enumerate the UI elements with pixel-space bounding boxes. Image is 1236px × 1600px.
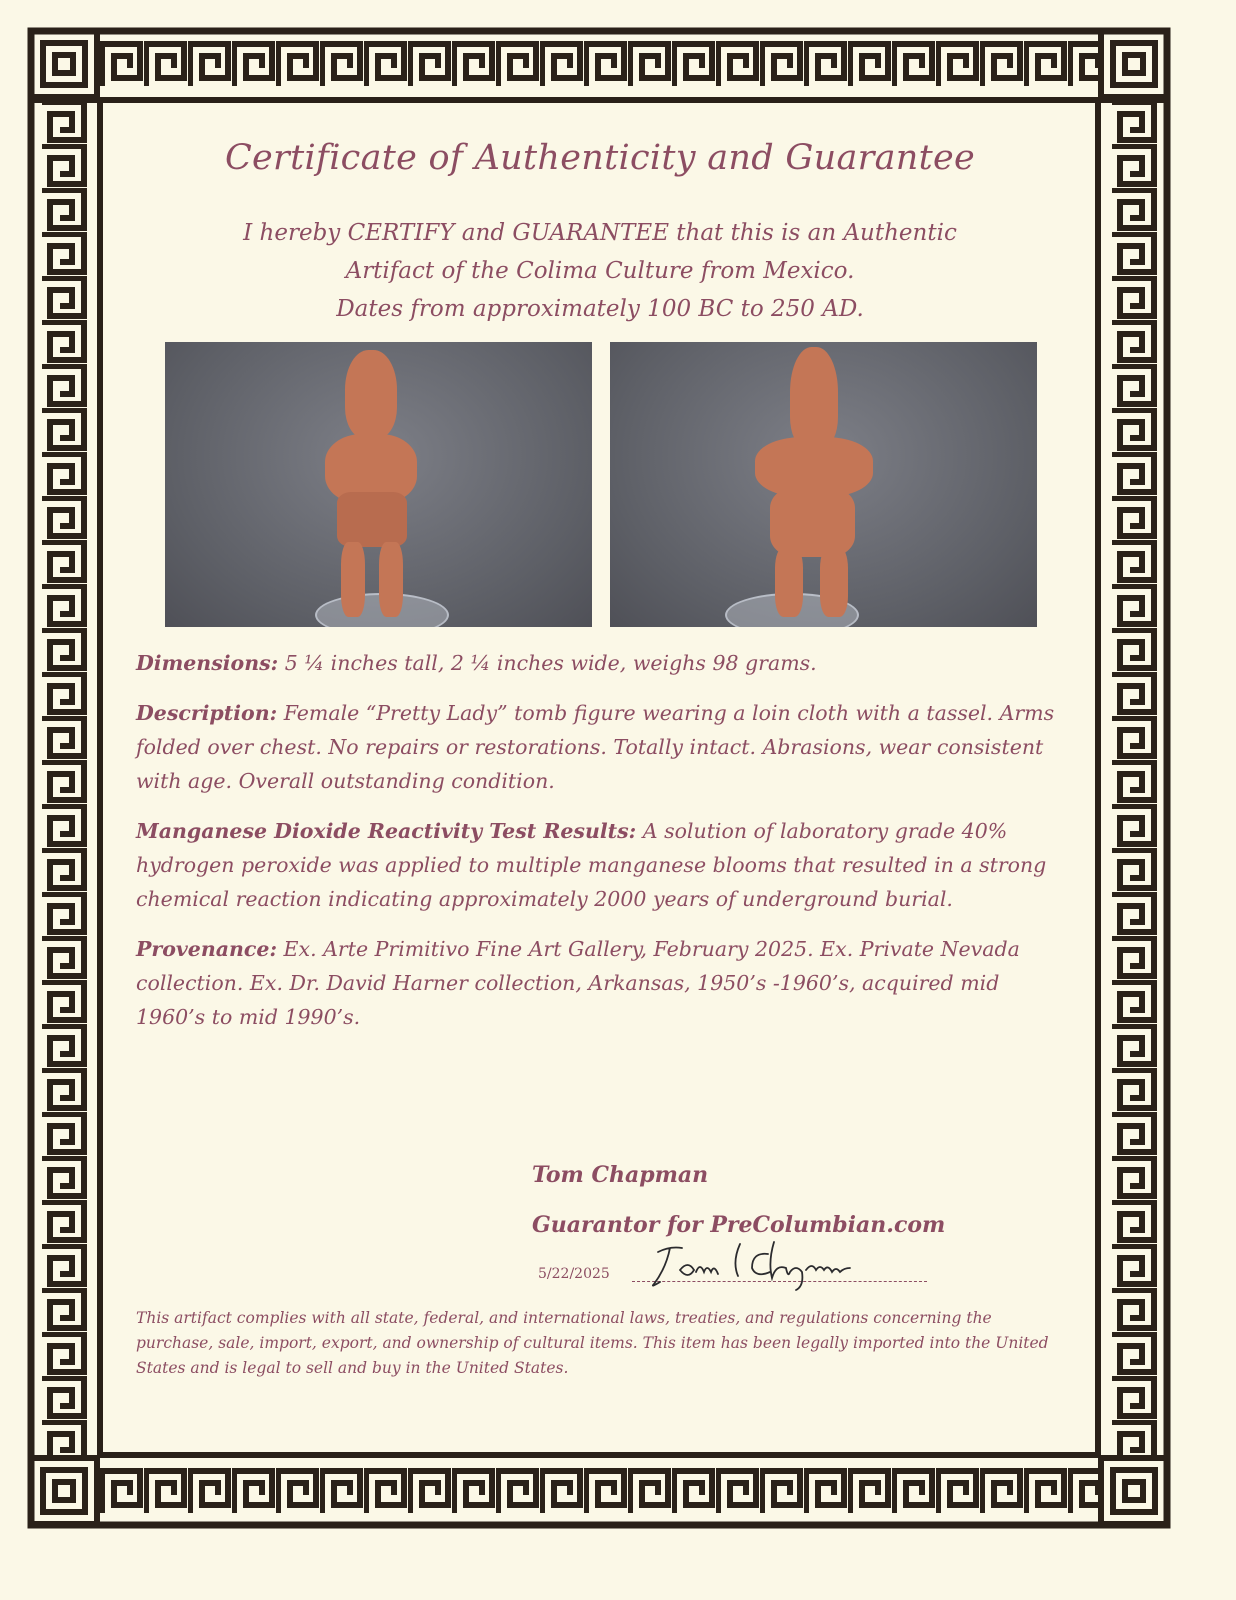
section-text: Female “Pretty Lady” tomb figure wearing a loin cloth with a tassel. Arms folded over chest. No repairs or restorations. Totally intact. Abrasions, wear consistent with age. Overall outstanding condition. [136, 701, 1055, 793]
section-label: Dimensions: [136, 651, 279, 675]
section-text: 5 ¼ inches tall, 2 ¼ inches wide, weighs 98 grams. [278, 651, 817, 675]
section-text: Ex. Arte Primitivo Fine Art Gallery, February 2025. Ex. Private Nevada collection. Ex. Dr. David Harner collection, Arkansas, 1950’s -1960’s, acquired mid 1960’s to mid 1990’s. [136, 937, 1020, 1029]
provenance-section [136, 932, 1071, 1034]
figure-head [790, 347, 838, 447]
certificate-details [136, 646, 1071, 1050]
figure-leg [820, 547, 848, 617]
section-label: Manganese Dioxide Reactivity Test Results: [136, 819, 637, 843]
figure-hips [337, 492, 407, 547]
description-section [136, 696, 1071, 798]
artifact-photo-back [610, 342, 1037, 627]
figure-leg [341, 542, 365, 617]
figure-leg [775, 547, 803, 617]
legal-compliance-notice: This artifact complies with all state, federal, and international laws, treaties, and regulations concerning the purchase, sale, import, export, and ownership of cultural items. This item has been legally imported into the United States and is legal to sell and buy in the United States. [136, 1309, 1049, 1377]
handwritten-signature [640, 1232, 870, 1292]
signer-role: Guarantor for PreColumbian.com [532, 1212, 946, 1238]
certificate-title: Certificate of Authenticity and Guarantee [224, 138, 976, 178]
test-results-section [136, 814, 1071, 916]
section-label: Description: [136, 701, 278, 725]
intro-line: Artifact of the Colima Culture from Mexico. [345, 258, 855, 284]
figure-head [345, 350, 397, 438]
intro-line: Dates from approximately 100 BC to 250 AD. [336, 296, 864, 322]
intro-line: I hereby CERTIFY and GUARANTEE that this is an Authentic [243, 220, 957, 246]
signature-date: 5/22/2025 [538, 1266, 610, 1282]
dimensions-section [136, 646, 1071, 680]
section-label: Provenance: [136, 937, 278, 961]
artifact-photo-front [165, 342, 592, 627]
section-text: A solution of laboratory grade 40% hydrogen peroxide was applied to multiple manganese blooms that resulted in a strong chemical reaction indicating approximately 2000 years of underground burial. [136, 819, 1047, 911]
figure-leg [379, 542, 403, 617]
signer-name: Tom Chapman [532, 1162, 709, 1188]
certification-statement [120, 214, 1080, 328]
